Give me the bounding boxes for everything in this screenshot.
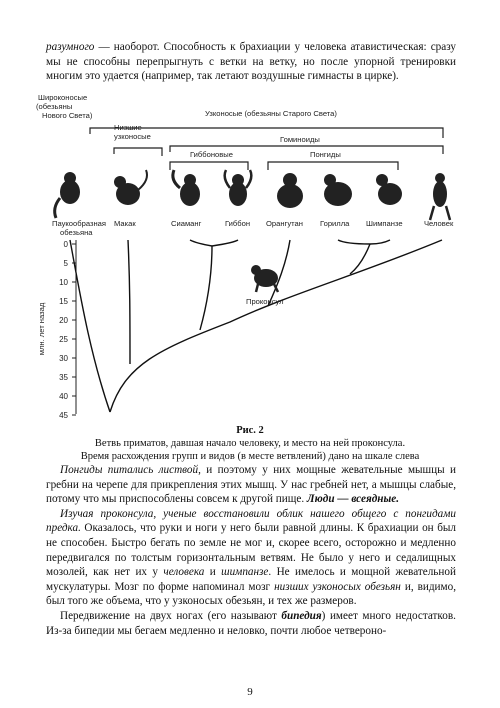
italic-term: разумного	[46, 41, 95, 53]
tick-label: 45	[59, 411, 68, 420]
orangutan-icon	[277, 173, 303, 208]
tick-label: 20	[59, 316, 68, 325]
human-icon	[430, 173, 450, 220]
top-paragraph	[46, 40, 456, 84]
body-text	[46, 463, 456, 638]
gibbon-icon	[225, 170, 252, 206]
proconsul-icon	[251, 265, 278, 292]
text: , и поэтому у них мощные жевательные мышцы и гребни на черепе для прикрепления этих мышц. У нас гребней нет, а мышцы слабые, потому что мы приспособлены совсем к другой пище.	[46, 464, 457, 506]
tick-label: 30	[59, 354, 68, 363]
tick-label: 15	[59, 297, 68, 306]
italic-term: человека	[163, 566, 205, 579]
siamang-icon	[173, 170, 200, 206]
y-axis-label: млн. лет назад	[37, 302, 46, 356]
chimpanzee-icon	[376, 174, 402, 205]
species-label: Орангутан	[266, 219, 303, 228]
text: и, видимо, был того же объема, что у узконосых обезьян, и тех же размеров.	[46, 580, 456, 608]
lower-bracket	[114, 148, 162, 156]
species-label: Паукообразная обезьяна	[52, 219, 106, 237]
tick-label: 25	[59, 335, 68, 344]
bold-term: бипедия	[281, 609, 322, 622]
figure-caption	[40, 424, 460, 463]
group-label-old-world: Узконосые (обезьяны Старого Света)	[205, 109, 337, 118]
group-label-lower: Низшие узконосые	[114, 123, 151, 141]
caption-line-1: Ветвь приматов, давшая начало человеку, и место на ней проконсула.	[94, 438, 406, 449]
macaque-icon	[114, 170, 147, 205]
paragraph-1	[46, 463, 456, 507]
tick-label: 40	[59, 392, 68, 401]
text: . Не имелось и мощной жевательной мускулатуры. Мозг по форме напоминал мозг	[46, 566, 456, 593]
species-label: Гиббон	[225, 219, 251, 228]
primate-phylogeny-figure	[30, 94, 470, 424]
tick-label: 0	[63, 240, 68, 249]
paragraph-2	[46, 507, 456, 609]
italic-term: Понгиды питались листвой	[60, 464, 199, 476]
species-label: Шимпанзе	[366, 219, 403, 228]
group-label-pongids: Понгиды	[310, 150, 341, 159]
text: ) имеет много недостатков. Из-за бипедии мы бегаем медленно и неловко, почти любое четвероно-	[46, 609, 456, 637]
caption-title: Рис. 2	[236, 425, 264, 436]
tick-label: 10	[59, 278, 68, 287]
paragraph-3	[46, 609, 456, 638]
text: Оказалось, что руки и ноги у него были равной длины. К брахиации он был не способен. Быстро бегать по земле не мог и, скорее всего, осторожно и медленно передвигался по толстым горизонтальным ветвям. Не было у него и седалищных мозолей, как нет их у	[46, 522, 456, 579]
gorilla-icon	[324, 174, 352, 206]
pongids-bracket	[268, 162, 398, 170]
bold-term: Люди — всеядные.	[306, 493, 399, 506]
top-text: — наоборот. Способность к брахиации у человека атавистическая: сразу мы не способны перепрыгнуть с ветки на ветку, но после упорной тренировки многим это удается (например, так летают воздушные гимнасты в цирке).	[46, 41, 456, 83]
group-label-hominoids: Гоминоиды	[280, 135, 320, 144]
species-label: Человек	[424, 219, 454, 228]
page-number: 9	[247, 686, 253, 698]
caption-line-2: Время расхождения групп и видов (в месте ветвлений) дано на шкале слева	[80, 451, 420, 462]
text: и	[204, 566, 222, 579]
italic-term: низших узконосых обезьян	[274, 580, 401, 593]
spider-monkey-icon	[55, 172, 80, 218]
tick-label: 5	[63, 259, 68, 268]
italic-term: Изучая проконсула, ученые восстановили облик нашего общего с понгидами предка.	[46, 507, 456, 535]
proconsul-label: Проконсул	[246, 297, 284, 306]
gibbons-bracket	[170, 162, 248, 170]
italic-term: шимпанзе	[221, 566, 269, 579]
group-label-new-world: Широконосые (обезьяны Нового Света)	[36, 94, 93, 120]
species-label: Сиаманг	[171, 219, 202, 228]
y-axis-ticks	[59, 240, 76, 420]
text: Передвижение на двух ногах (его называют	[60, 609, 282, 622]
species-label: Горилла	[320, 219, 350, 228]
tick-label: 35	[59, 373, 68, 382]
species-label: Макак	[114, 219, 136, 228]
group-label-gibbons: Гиббоновые	[190, 150, 233, 159]
